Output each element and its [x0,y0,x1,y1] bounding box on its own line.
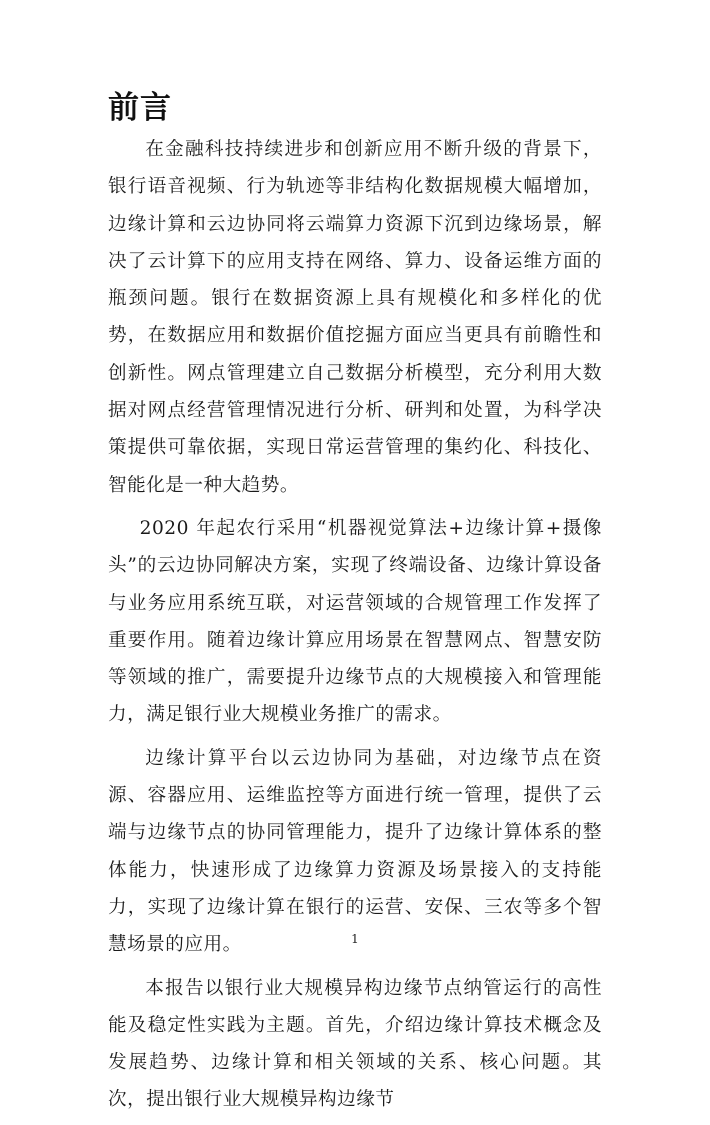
body-text [108,131,602,1125]
section-title: 前言 [108,90,172,126]
paragraph: 边缘计算平台以云边协同为基础，对边缘节点在资源、容器应用、运维监控等方面进行统一管理，提供了云端与边缘节点的协同管理能力，提升了边缘计算体系的整体能力，快速形成了边缘算力资源及场景接入的支持能力，实现了边缘计算在银行的运营、安保、三农等多个智慧场景的应用。 [108,747,602,956]
paragraph: 本报告以银行业大规模异构边缘节点纳管运行的高性能及稳定性实践为主题。首先，介绍边缘计算技术概念及发展趋势、边缘计算和相关领域的关系、核心问题。其次，提出银行业大规模异构边缘节 [108,977,602,1111]
page-number: 1 [351,932,359,946]
paragraph: 2020 年起农行采用“机器视觉算法+边缘计算+摄像头”的云边协同解决方案，实现了终端设备、边缘计算设备与业务应用系统互联，对运营领域的合规管理工作发挥了重要作用。随着边缘计算应用场景在智慧网点、智慧安防等领域的推广，需要提升边缘节点的大规模接入和管理能力，满足银行业大规模业务推广的需求。 [108,517,602,726]
paragraph: 在金融科技持续进步和创新应用不断升级的背景下，银行语音视频、行为轨迹等非结构化数据规模大幅增加，边缘计算和云边协同将云端算力资源下沉到边缘场景，解决了云计算下的应用支持在网络、算力、设备运维方面的瓶颈问题。银行在数据资源上具有规模化和多样化的优势，在数据应用和数据价值挖掘方面应当更具有前瞻性和创新性。网点管理建立自己数据分析模型，充分利用大数据对网点经营管理情况进行分析、研判和处置，为科学决策提供可靠依据，实现日常运营管理的集约化、科技化、智能化是一种大趋势。 [108,139,602,496]
